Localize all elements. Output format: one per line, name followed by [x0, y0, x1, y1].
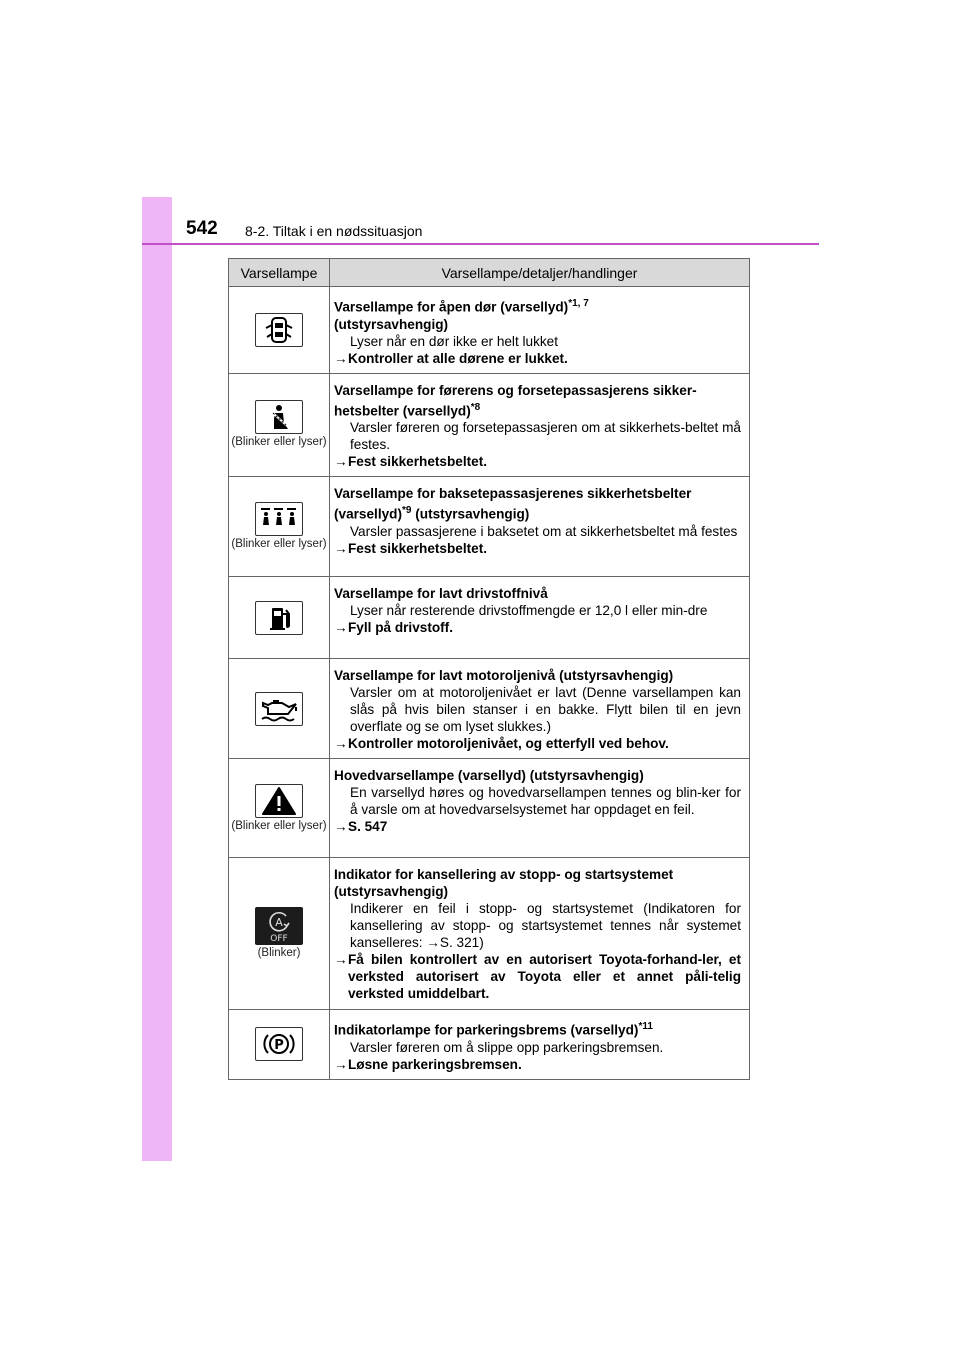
row-description: Varsler om at motoroljenivået er lavt (Denne varsellampen kan slås på hvis bilen stanser i en bakke. Flytt bilen til en jevn overflate og se om lyset slukkes.)	[350, 685, 741, 735]
row-title: Hovedvarsellampe (varsellyd) (utstyrsavhengig)	[334, 768, 644, 784]
row-title: Varsellampe for åpen dør (varsellyd)$^{*1, 7}$ (utstyrsavhengig)	[334, 298, 589, 332]
row-title: Varsellampe for lavt motoroljenivå (utstyrsavhengig)	[334, 668, 674, 684]
svg-text:A: A	[275, 916, 283, 930]
oil-can-icon	[255, 692, 303, 726]
icon-cell	[229, 287, 330, 374]
parking-brake-icon	[255, 1027, 303, 1061]
column-header-lamp: Varsellampe	[229, 259, 330, 287]
row-action: → Fyll på drivstoff.	[334, 620, 453, 636]
stop-start-off-icon	[255, 907, 303, 945]
row-description: En varsellyd høres og hovedvarsellampen tennes og blin-ker for å varsle om at hovedvarselsystemet har oppdaget en feil.	[350, 785, 741, 818]
section-title: 8-2. Tiltak i en nødssituasjon	[245, 223, 423, 239]
icon-cell	[229, 858, 330, 1010]
row-description: Varsler føreren og forsetepassasjeren om at sikkerhets-beltet må festes.	[350, 420, 741, 453]
row-title: Indikator for kansellering av stopp- og startsystemet (utstyrsavhengig)	[334, 867, 674, 900]
icon-cell	[229, 759, 330, 858]
icon-caption: (Blinker eller lyser)	[231, 436, 327, 449]
table-row	[229, 1010, 750, 1080]
fuel-pump-icon	[255, 601, 303, 635]
details-cell	[330, 1010, 750, 1080]
row-action: → Få bilen kontrollert av en autorisert Toyota-forhand-ler, et verksted autorisert av Toyota eller et annet påli-telig verksted umiddelbart.	[334, 952, 741, 1002]
chapter-sidebar-tab	[142, 197, 172, 1161]
row-action: → Fest sikkerhetsbeltet.	[334, 454, 488, 470]
row-action: → Kontroller motoroljenivået, og etterfyll ved behov.	[334, 736, 669, 752]
details-cell	[330, 287, 750, 374]
row-description: Varsler passasjerene i baksetet om at sikkerhetsbeltet må festes	[350, 523, 738, 539]
table-row	[229, 373, 750, 477]
table-row	[229, 477, 750, 577]
details-cell	[330, 577, 750, 659]
icon-cell	[229, 1010, 330, 1080]
table-row	[229, 287, 750, 374]
svg-text:P: P	[274, 1038, 284, 1054]
row-description: Lyser når resterende drivstoffmengde er 12,0 l eller min-dre	[350, 603, 708, 619]
table-row	[229, 759, 750, 858]
table-row	[229, 659, 750, 759]
seatbelt-icon	[255, 400, 303, 434]
icon-cell	[229, 373, 330, 477]
svg-text:OFF: OFF	[270, 934, 288, 945]
warning-lights-table	[228, 258, 750, 1080]
header-divider	[142, 243, 819, 245]
icon-cell	[229, 477, 330, 577]
row-action: → S. 547	[334, 819, 388, 835]
row-description: Varsler føreren om å slippe opp parkeringsbremsen.	[350, 1039, 664, 1055]
row-title: Varsellampe for lavt drivstoffnivå	[334, 586, 548, 602]
row-action: → Fest sikkerhetsbeltet.	[334, 540, 488, 556]
table-row	[229, 577, 750, 659]
door-open-icon	[255, 313, 303, 347]
column-header-details: Varsellampe/detaljer/handlinger	[330, 259, 750, 287]
details-cell	[330, 858, 750, 1010]
row-title: Varsellampe for førerens og forsetepassasjerens sikker-hetsbelter (varsellyd)$^{*8}$	[334, 382, 697, 419]
row-title: Indikatorlampe for parkeringsbrems (varsellyd)$^{*11}$	[334, 1021, 653, 1038]
row-action: → Kontroller at alle dørene er lukket.	[334, 350, 568, 366]
row-title: Varsellampe for baksetepassasjerenes sikkerhetsbelter (varsellyd)$^{*9}$ (utstyrsavhengig)	[334, 486, 692, 522]
table-header-row	[229, 259, 750, 287]
warning-triangle-icon	[255, 784, 303, 818]
icon-cell	[229, 659, 330, 759]
row-description: Indikerer en feil i stopp- og startsystemet (Indikatoren for kansellering av stopp- og startsystemet tennes når systemet kanselleres: →S. 321)	[350, 901, 741, 951]
page-number: 542	[186, 218, 218, 239]
rear-seatbelt-icon	[255, 502, 303, 536]
table-row	[229, 858, 750, 1010]
icon-caption: (Blinker eller lyser)	[231, 538, 327, 551]
details-cell	[330, 659, 750, 759]
icon-caption: (Blinker)	[257, 947, 301, 960]
row-description: Lyser når en dør ikke er helt lukket	[350, 333, 559, 349]
details-cell	[330, 759, 750, 858]
icon-caption: (Blinker eller lyser)	[231, 819, 327, 832]
details-cell	[330, 373, 750, 477]
icon-cell	[229, 577, 330, 659]
row-action: → Løsne parkeringsbremsen.	[334, 1056, 522, 1072]
details-cell	[330, 477, 750, 577]
